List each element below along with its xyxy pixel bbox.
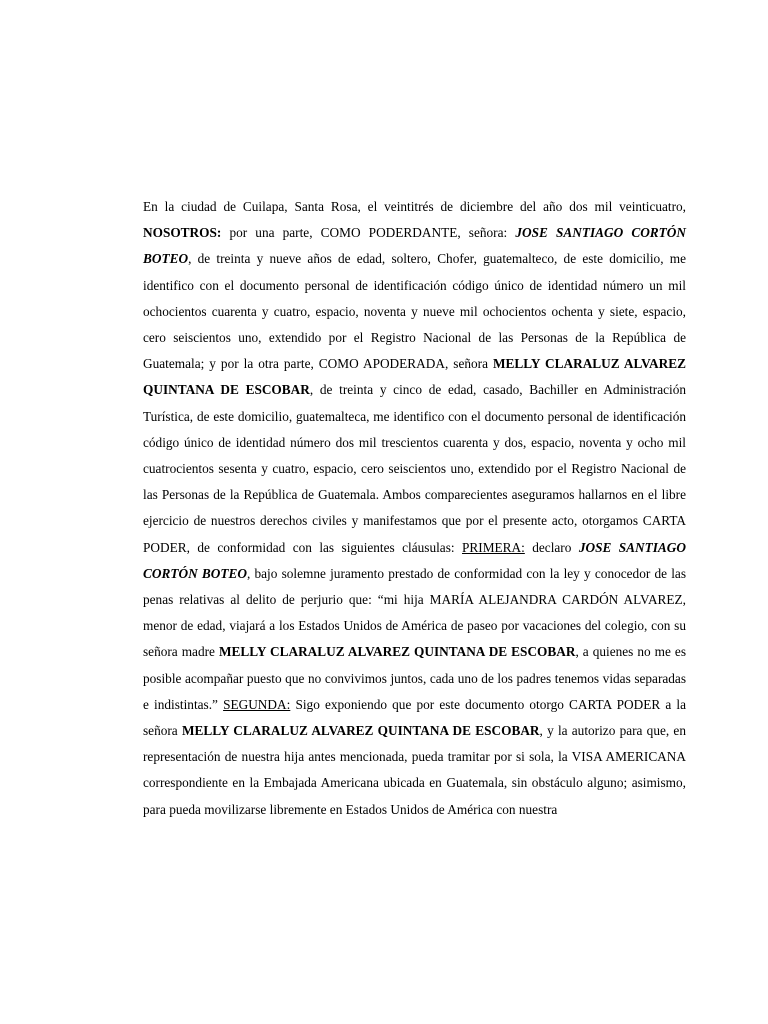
name-poderdante: JOSE SANTIAGO CORTÓN BOTEO	[143, 539, 687, 581]
document-body	[143, 194, 686, 823]
text-run: , bajo solemne juramento prestado de conformidad con la ley y conocedor de las penas relativas al delito de perjurio que: “mi hija MARÍA ALEJANDRA CARDÓN ALVAREZ, menor de edad, viajará a los Estados Unidos de América de paseo por vacaciones del colegio, con su señora madre	[143, 565, 687, 660]
text-run: , de treinta y nueve años de edad, soltero, Chofer, guatemalteco, de este domicilio, me identifico con el documento personal de identificación código único de identidad número un mil ochocientos cuarenta y cuatro, espacio, noventa y nueve mil ochocientos ochenta y siete, espacio, cero seiscientos uno, extendido por el Registro Nacional de las Personas de la República de Guatemala; y por la otra parte, COMO APODERADA, señora	[143, 251, 686, 372]
text-run: Sigo exponiendo que por este documento otorgo CARTA PODER a la señora	[143, 696, 686, 739]
clause-segunda-heading: SEGUNDA:	[223, 696, 291, 712]
clause-primera-heading: PRIMERA:	[462, 539, 525, 555]
name-apoderada: MELLY CLARALUZ ALVAREZ QUINTANA DE ESCOBAR	[181, 723, 540, 739]
text-run: , a quienes no me es posible acompañar puesto que no convivimos juntos, cada uno de los padres tenemos vidas separadas e indistintas.”	[143, 644, 686, 712]
name-apoderada: MELLY CLARALUZ ALVAREZ QUINTANA DE ESCOBAR	[218, 644, 576, 660]
text-run: por una parte, COMO PODERDANTE, señora:	[221, 225, 516, 241]
text-run: , de treinta y cinco de edad, casado, Bachiller en Administración Turística, de este domicilio, guatemalteca, me identifico con el documento personal de identificación código único de identidad número dos mil trescientos cuarenta y dos, espacio, noventa y ocho mil cuatrocientos sesenta y cuatro, espacio, cero seiscientos uno, extendido por el Registro Nacional de las Personas de la República de Guatemala. Ambos comparecientes aseguramos hallarnos en el libre ejercicio de nuestros derechos civiles y manifestamos que por el presente acto, otorgamos CARTA PODER, de conformidad con las siguientes cláusulas:	[143, 382, 686, 555]
name-poderdante: JOSE SANTIAGO CORTÓN BOTEO	[143, 225, 686, 267]
text-run: declaro	[524, 539, 579, 555]
name-apoderada: MELLY CLARALUZ ALVAREZ QUINTANA DE ESCOBAR	[143, 356, 686, 398]
text-run: En la ciudad de Cuilapa, Santa Rosa, el veintitrés de diciembre del año dos mil veinticuatro,	[143, 199, 686, 214]
label-nosotros: NOSOTROS:	[143, 225, 222, 241]
text-run: , y la autorizo para que, en representación de nuestra hija antes mencionada, pueda tramitar por si sola, la VISA AMERICANA correspondiente en la Embajada Americana ubicada en Guatemala, sin obstáculo alguno; asimismo, para pueda movilizarse libremente en Estados Unidos de América con nuestra	[143, 723, 686, 817]
